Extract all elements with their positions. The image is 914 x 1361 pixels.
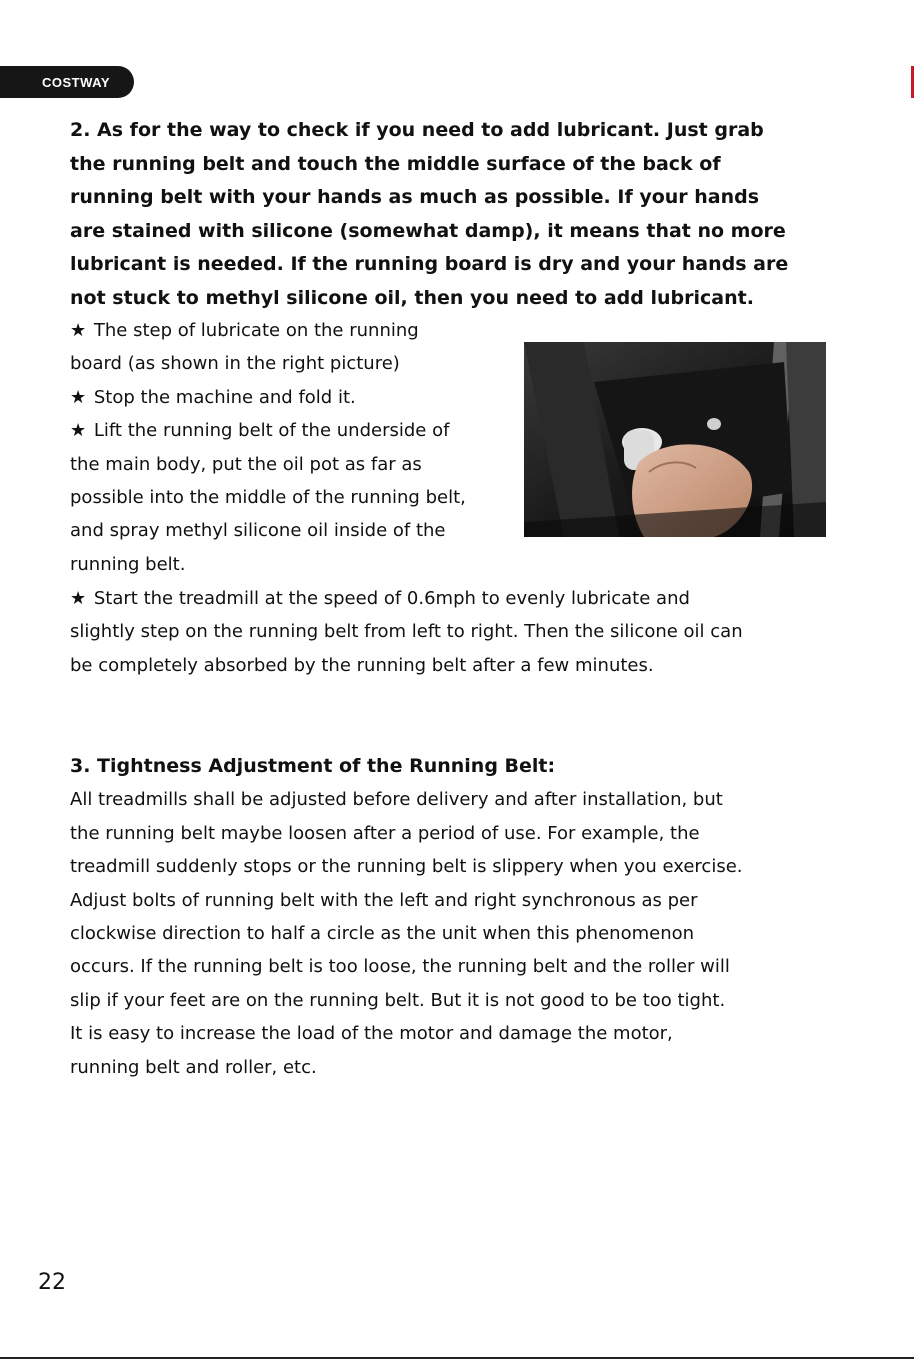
page-number: 22 — [38, 1270, 66, 1295]
body-line: occurs. If the running belt is too loose, the running belt and the roller will — [70, 956, 730, 978]
bottom-divider — [0, 1357, 914, 1359]
intro-line: 2. As for the way to check if you need to add lubricant. Just grab — [70, 119, 764, 141]
step-text: The step of lubricate on the running — [93, 320, 419, 341]
body-line: Adjust bolts of running belt with the left and right synchronous as per — [70, 889, 698, 911]
step-text: Lift the running belt of the underside of — [93, 420, 450, 442]
star-icon: ★ — [70, 588, 87, 609]
body-line: slip if your feet are on the running belt. But it is not good to be too tight. — [70, 989, 726, 1011]
body-line: treadmill suddenly stops or the running belt is slippery when you exercise. — [70, 856, 743, 878]
step-text: be completely absorbed by the running belt after a few minutes. — [70, 654, 654, 676]
lubrication-illustration — [524, 342, 826, 537]
brand-logo-text: COSTWAY — [42, 74, 111, 90]
lubrication-steps — [70, 314, 520, 581]
intro-line: the running belt and touch the middle surface of the back of — [70, 152, 721, 175]
final-step — [70, 582, 840, 682]
star-icon: ★ — [70, 420, 87, 442]
body-line: the running belt maybe loosen after a period of use. For example, the — [70, 822, 700, 844]
step-text: slightly step on the running belt from left to right. Then the silicone oil can — [70, 621, 743, 643]
step-text: possible into the middle of the running belt, — [70, 487, 466, 509]
body-line: All treadmills shall be adjusted before delivery and after installation, but — [70, 789, 723, 811]
step-item — [70, 582, 840, 615]
section3 — [70, 750, 840, 1084]
brand-tab — [0, 66, 134, 98]
body-line: clockwise direction to half a circle as the unit when this phenomenon — [70, 923, 695, 945]
intro-line: are stained with silicone (somewhat damp), it means that no more — [70, 219, 786, 242]
step-text: Start the treadmill at the speed of 0.6mph to evenly lubricate and — [93, 588, 690, 609]
lubrication-photo — [524, 342, 826, 537]
section-heading: 3. Tightness Adjustment of the Running Belt: — [70, 755, 556, 777]
step-text: running belt. — [70, 553, 186, 575]
body-line: running belt and roller, etc. — [70, 1056, 317, 1078]
step-item — [70, 414, 520, 447]
intro-line: not stuck to methyl silicone oil, then you need to add lubricant. — [70, 286, 754, 309]
body-line: It is easy to increase the load of the motor and damage the motor, — [70, 1023, 673, 1045]
step-text: the main body, put the oil pot as far as — [70, 453, 422, 475]
step-text: board (as shown in the right picture) — [70, 353, 400, 375]
section3-body — [70, 783, 840, 1084]
step-item — [70, 381, 520, 414]
step-text: and spray methyl silicone oil inside of the — [70, 520, 446, 542]
star-icon: ★ — [70, 320, 87, 341]
intro-line: lubricant is needed. If the running board is dry and your hands are — [70, 253, 789, 275]
step-item — [70, 314, 520, 347]
section2-intro — [70, 114, 830, 315]
step-text: Stop the machine and fold it. — [93, 386, 356, 408]
star-icon: ★ — [70, 386, 87, 408]
intro-line: running belt with your hands as much as possible. If your hands — [70, 186, 760, 208]
